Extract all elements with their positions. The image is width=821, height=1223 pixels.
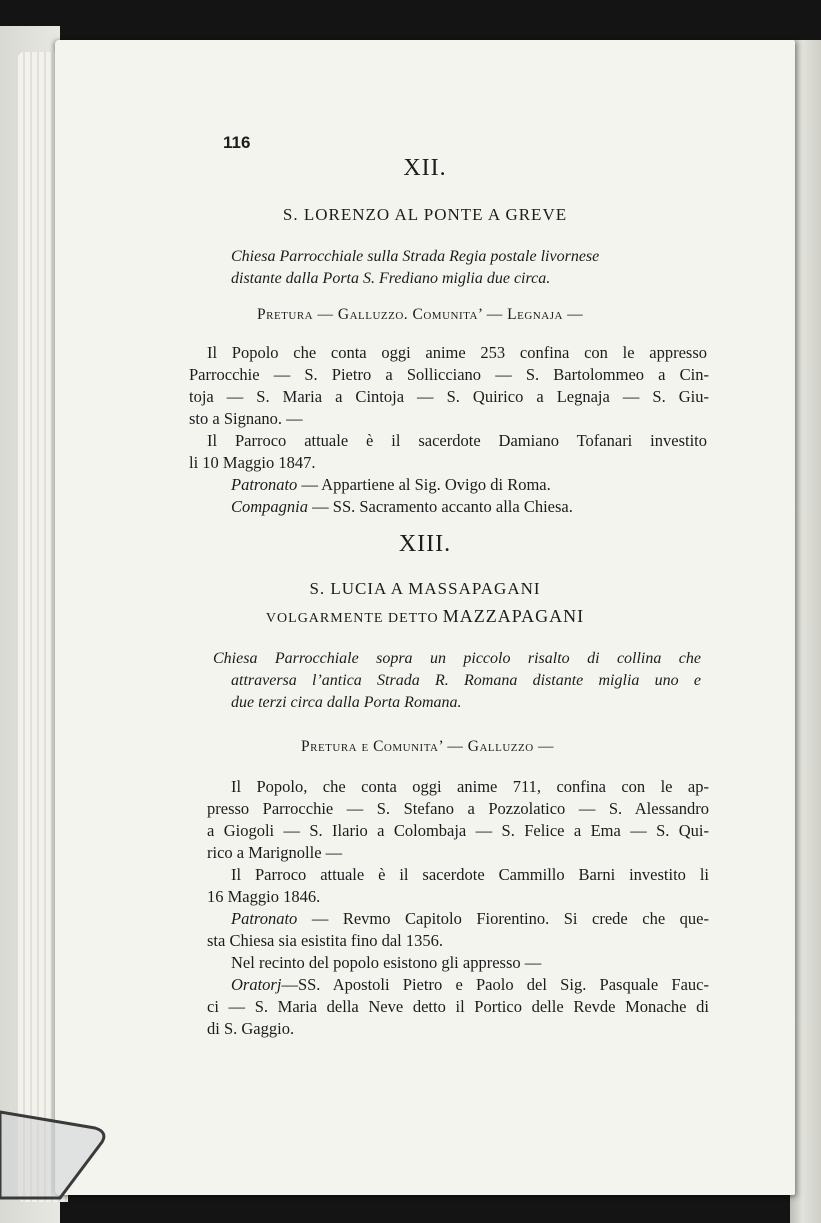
oratorj-label: Oratorj — [231, 975, 282, 994]
section-13-oratorj-cont: ci — S. Maria della Neve detto il Portico delle Revde Monache di — [207, 997, 709, 1016]
patronato-label: Patronato — [231, 475, 298, 494]
section-13-body-line: rico a Marignolle — — [207, 843, 343, 862]
book-page — [55, 40, 795, 1195]
section-13-oratorj-cont: di S. Gaggio. — [207, 1019, 295, 1038]
section-12-patronato — [231, 474, 551, 495]
section-13-patronato-cont: sta Chiesa sia esistita fino dal 1356. — [207, 931, 444, 950]
section-12-body-line: Parrocchie — S. Pietro a Sollicciano — S. Bartolommeo a Cin- — [189, 365, 709, 384]
subtitle-small: VOLGARMENTE DETTO — [265, 611, 439, 626]
section-12-jurisdiction: Pretura — Galluzzo. Comunita’ — Legnaja — — [257, 306, 584, 323]
section-13-body-line: Il Popolo, che conta oggi anime 711, confina con le ap- — [231, 777, 709, 796]
section-13-body-line: Il Parroco attuale è il sacerdote Cammillo Barni investito li — [231, 865, 709, 884]
section-12-body-line: Il Parroco attuale è il sacerdote Damiano Tofanari investito — [207, 431, 707, 450]
section-13-body-line: presso Parrocchie — S. Stefano a Pozzolatico — S. Alessandro — [207, 799, 709, 818]
section-12-body-line: sto a Signano. — — [189, 409, 303, 428]
compagnia-text: — SS. Sacramento accanto alla Chiesa. — [312, 497, 573, 516]
section-13-desc-line: attraversa l’antica Strada R. Romana distante miglia uno e — [231, 672, 701, 689]
section-13-subtitle — [55, 606, 795, 629]
section-12-body-line: toja — S. Maria a Cintoja — S. Quirico a Legnaja — S. Giu- — [189, 387, 709, 406]
subtitle-big: MAZZAPAGANI — [442, 606, 585, 626]
section-13-patronato — [231, 908, 709, 929]
bookmark-clip-icon — [0, 1110, 110, 1200]
patronato-text: — Appartiene al Sig. Ovigo di Roma. — [301, 475, 551, 494]
patronato-text: — Revmo Capitolo Fiorentino. Si crede che que- — [311, 909, 709, 928]
section-12-desc-line: Chiesa Parrocchiale sulla Strada Regia postale livornese — [231, 248, 600, 265]
section-13-body-line: a Giogoli — S. Ilario a Colombaja — S. Felice a Ema — S. Qui- — [207, 821, 709, 840]
section-13-oratorj — [231, 974, 709, 995]
section-13-numeral: XIII. — [398, 531, 452, 557]
section-12-body-line: Il Popolo che conta oggi anime 253 confina con le appresso — [207, 343, 707, 362]
section-13-body-line: 16 Maggio 1846. — [207, 887, 321, 906]
section-12-body-line: li 10 Maggio 1847. — [189, 453, 316, 472]
section-12-compagnia — [231, 496, 573, 517]
oratorj-text: —SS. Apostoli Pietro e Paolo del Sig. Pasquale Fauc- — [281, 975, 709, 994]
patronato-label: Patronato — [231, 909, 298, 928]
section-12-title: S. LORENZO AL PONTE A GREVE — [282, 205, 568, 224]
section-13-title: S. LUCIA A MASSAPAGANI — [309, 579, 541, 598]
section-13-desc-line: due terzi circa dalla Porta Romana. — [231, 694, 462, 711]
section-12-desc-line: distante dalla Porta S. Frediano miglia due circa. — [231, 270, 551, 287]
section-12-numeral: XII. — [403, 155, 447, 181]
section-13-recinto: Nel recinto del popolo esistono gli appresso — — [231, 953, 542, 972]
section-13-jurisdiction: Pretura e Comunita’ — Galluzzo — — [301, 738, 555, 755]
section-13-desc-line: Chiesa Parrocchiale sopra un piccolo risalto di collina che — [213, 650, 701, 667]
page-number: 116 — [223, 133, 251, 152]
compagnia-label: Compagnia — [231, 497, 309, 516]
